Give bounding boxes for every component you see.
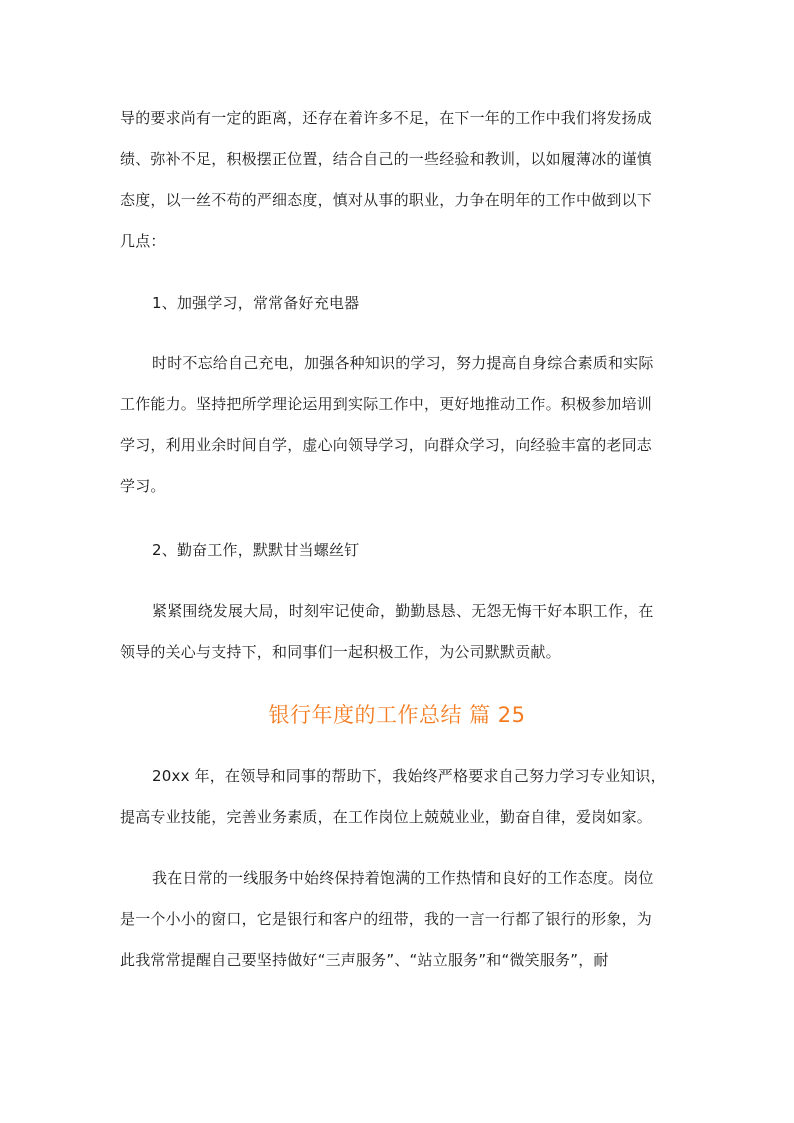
text-line: 提高专业技能，完善业务素质，在工作岗位上兢兢业业，勤奋自律，爱岗如家。	[120, 808, 653, 826]
paragraph-learning	[120, 343, 680, 507]
text-line: 1、加强学习，常常备好充电器	[152, 294, 360, 312]
text-line: 几点：	[120, 232, 166, 250]
text-line: 2、勤奋工作，默默甘当螺丝钉	[152, 541, 360, 559]
text-line: 紧紧围绕发展大局，时刻牢记使命，勤勤恳恳、无怨无悔干好本职工作，在	[152, 602, 654, 620]
text-line: 我在日常的一线服务中始终保持着饱满的工作热情和良好的工作态度。岗位	[152, 869, 654, 887]
paragraph-intro	[120, 756, 680, 838]
text-line: 工作能力。坚持把所学理论运用到实际工作中，更好地推动工作。积极参加培训	[120, 395, 653, 413]
text-line: 学习。	[120, 477, 166, 495]
text-line: 时时不忘给自己充电，加强各种知识的学习，努力提高自身综合素质和实际	[152, 354, 654, 372]
paragraph-continuation	[120, 98, 680, 262]
text-line: 态度，以一丝不苟的严细态度，慎对从事的职业，力争在明年的工作中做到以下	[120, 191, 653, 209]
text-line: 领导的关心与支持下，和同事们一起积极工作，为公司默默贡献。	[120, 643, 561, 661]
text-line: 学习，利用业余时间自学，虚心向领导学习，向群众学习，向经验丰富的老同志	[120, 436, 653, 454]
item-1-title	[120, 283, 680, 324]
text-line: 导的要求尚有一定的距离，还存在着许多不足，在下一年的工作中我们将发扬成	[120, 109, 653, 127]
paragraph-diligence	[120, 591, 680, 673]
item-2-title	[120, 530, 680, 571]
section-title: 银行年度的工作总结 篇 25	[268, 703, 526, 727]
text-line: 是一个小小的窗口，它是银行和客户的纽带，我的一言一行都了银行的形象，为	[120, 910, 653, 928]
text-line: 此我常常提醒自己要坚持做好“三声服务”、“站立服务”和“微笑服务”，耐	[120, 951, 609, 969]
paragraph-service	[120, 858, 680, 981]
text-line: 绩、弥补不足，积极摆正位置，结合自己的一些经验和教训，以如履薄冰的谨慎	[120, 150, 653, 168]
text-line: 20xx 年，在领导和同事的帮助下，我始终严格要求自己努力学习专业知识，	[152, 767, 666, 785]
